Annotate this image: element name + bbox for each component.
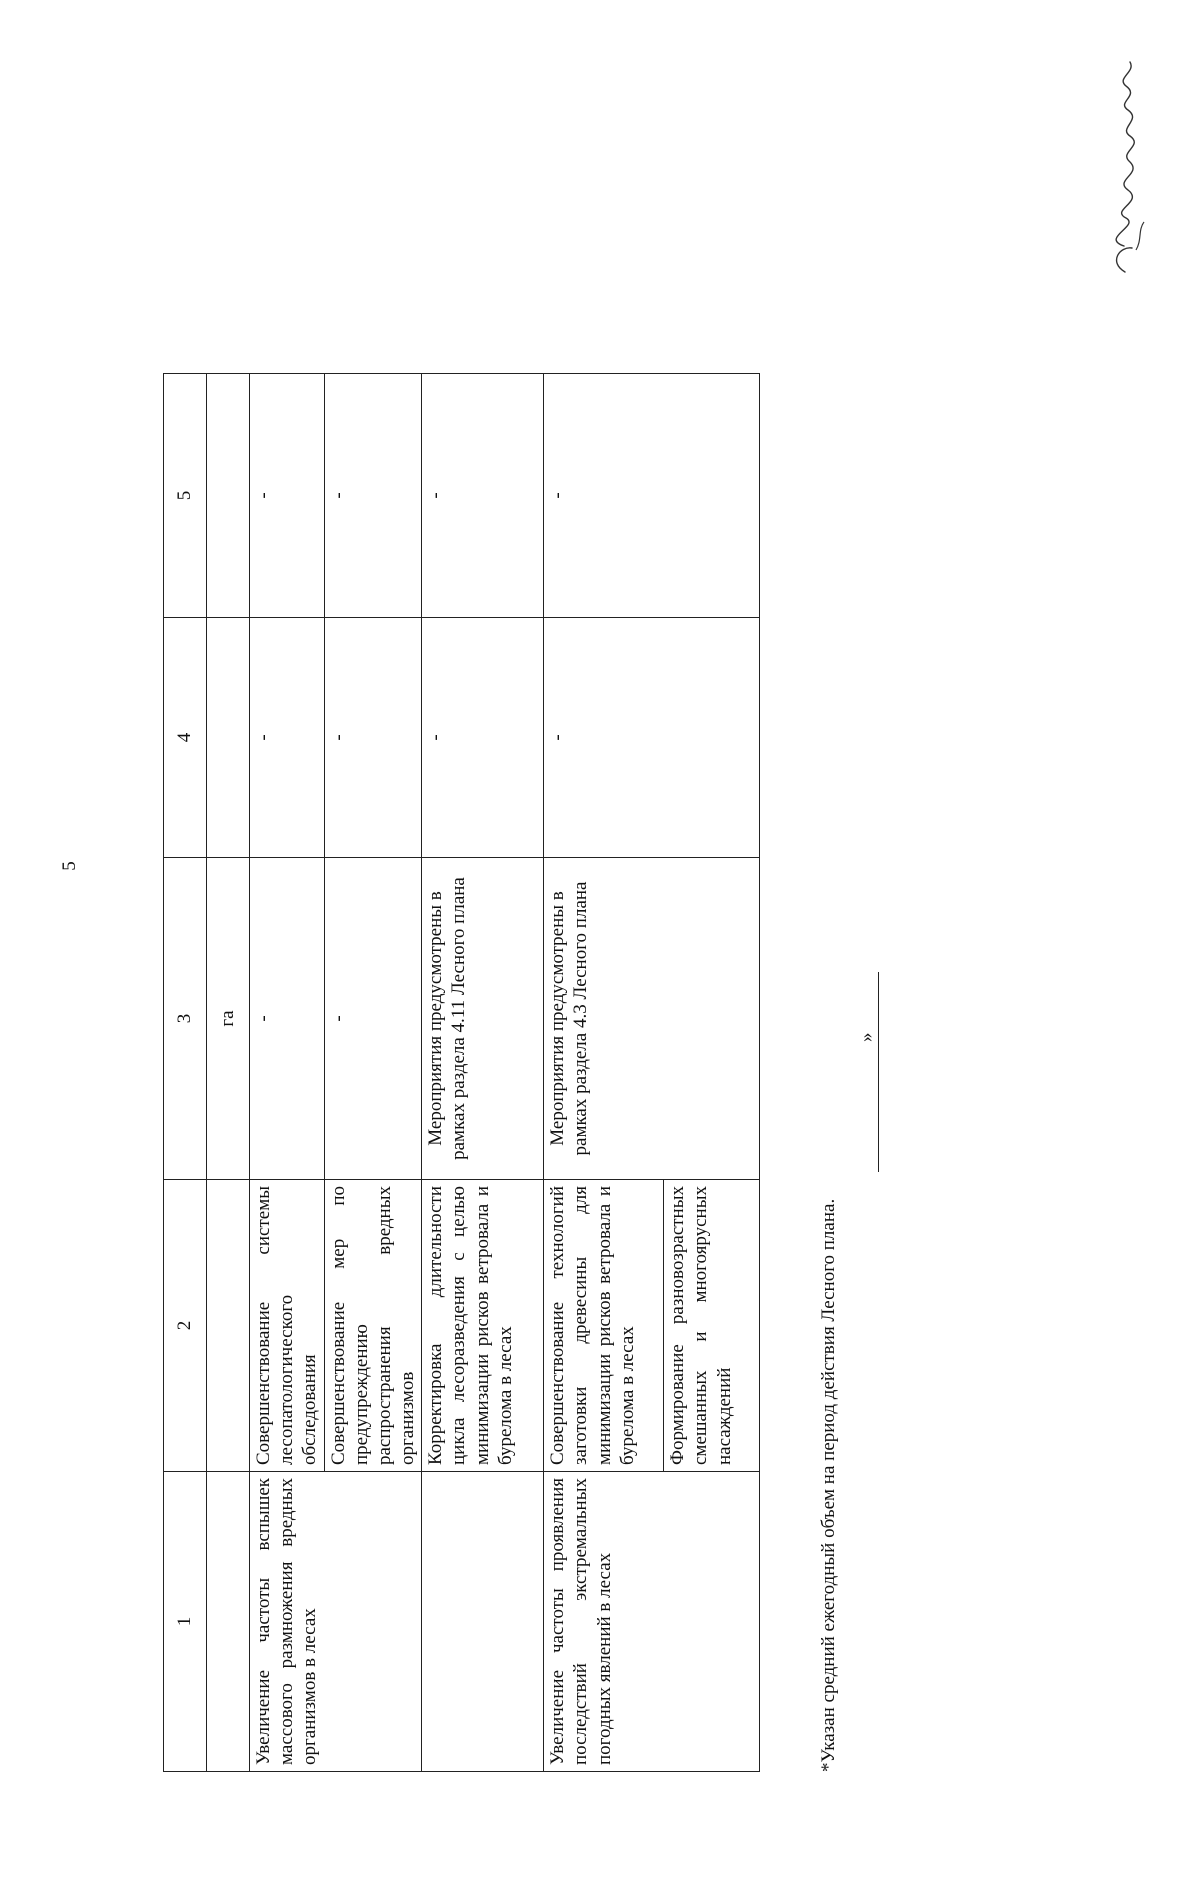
header-row	[164, 374, 207, 1772]
measure-cell: Формирование разновозрастных смешанных и многоярусных насаждений	[664, 1180, 760, 1472]
page-number: 5	[58, 861, 80, 871]
column-header-5: 5	[164, 374, 207, 618]
closing-quote: »	[856, 1032, 877, 1042]
units-cell-5	[207, 374, 250, 618]
col5-cell: -	[250, 374, 325, 618]
measure-cell: Совершенствование системы лесопатологического обследования	[250, 1180, 325, 1472]
col4-cell: -	[324, 618, 422, 858]
col5-cell: -	[324, 374, 422, 618]
table-row	[422, 374, 544, 1772]
units-cell-4	[207, 618, 250, 858]
col4-cell: -	[422, 618, 544, 858]
volume-cell: Мероприятия предусмотрены в рамках раздела 4.11 Лесного плана	[422, 858, 544, 1180]
measures-table	[163, 373, 760, 1772]
column-header-2: 2	[164, 1180, 207, 1472]
risk-cell: Увеличение частоты вспышек массового размножения вредных организмов в лесах	[250, 1472, 422, 1772]
table-row	[250, 374, 325, 1772]
rotated-sheet	[38, 400, 938, 1900]
col4-cell: -	[250, 618, 325, 858]
measure-cell: Корректировка длительности цикла лесоразведения с целью минимизации рисков ветровала и бурелома в лесах	[422, 1180, 544, 1472]
column-header-3: 3	[164, 858, 207, 1180]
col5-cell: -	[544, 374, 760, 618]
measure-cell: Совершенствование мер по предупреждению распространения вредных организмов	[324, 1180, 422, 1472]
units-cell-3: га	[207, 858, 250, 1180]
risk-cell: Увеличение частоты проявления последствий экстремальных погодных явлений в лесах	[544, 1472, 760, 1772]
col4-cell: -	[544, 618, 760, 858]
measure-cell: Совершенствование технологий заготовки древесины для минимизации рисков ветровала и бурелома в лесах	[544, 1180, 664, 1472]
signature	[1080, 50, 1170, 280]
footnote: *Указан средний ежегодный объем на период действия Лесного плана.	[818, 1198, 839, 1772]
risk-cell	[422, 1472, 544, 1772]
units-cell-2	[207, 1180, 250, 1472]
volume-cell: -	[250, 858, 325, 1180]
units-cell-1	[207, 1472, 250, 1772]
column-header-4: 4	[164, 618, 207, 858]
col5-cell: -	[422, 374, 544, 618]
column-header-1: 1	[164, 1472, 207, 1772]
units-row	[207, 374, 250, 1772]
volume-cell: Мероприятия предусмотрены в рамках раздела 4.3 Лесного плана	[544, 858, 760, 1180]
blank-line	[878, 972, 879, 1172]
table-row	[544, 374, 664, 1772]
volume-cell: -	[324, 858, 422, 1180]
